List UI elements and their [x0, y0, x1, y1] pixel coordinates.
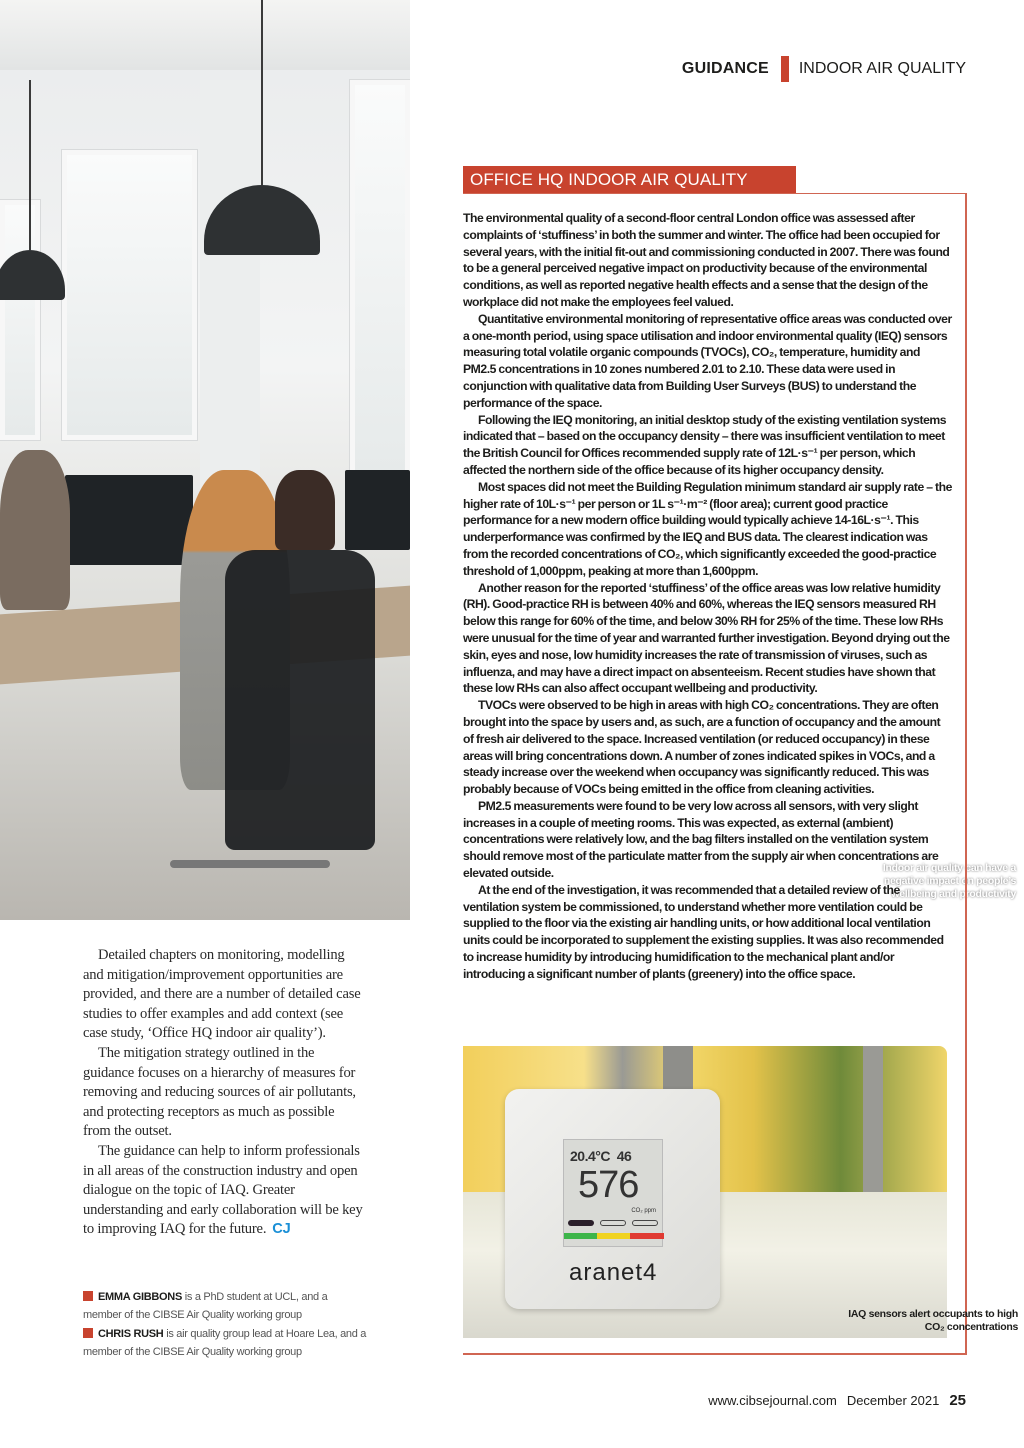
- chair-base: [170, 860, 330, 868]
- topic-label: INDOOR AIR QUALITY: [798, 60, 966, 77]
- window-frame: [863, 1046, 883, 1196]
- author-description: is air quality group lead at Hoare Lea, and a member of the CIBSE Air Quality working group: [83, 1328, 367, 1358]
- indicator-slot: [568, 1220, 594, 1226]
- indicator-slot: [632, 1220, 658, 1226]
- case-study-box-bottom-rule: [463, 1353, 967, 1355]
- office-chair: [225, 550, 375, 850]
- paragraph: Quantitative environmental monitoring of representative office areas was conducted over a one-month period, using space utilisation and indoor environmental quality (IEQ) sensors measuring total volatile organic compounds (TVOCs), CO₂, temperature, humidity and PM2.5 concentrations in 10 zones numbered 2.01 to 2.10. These data were used in conjunction with qualitative data from Building User Surveys (BUS) to understand the performance of the space.: [463, 311, 952, 410]
- journal-url: www.cibsejournal.com: [708, 1393, 837, 1408]
- paragraph: Most spaces did not meet the Building Regulation minimum standard air supply rate – the higher rate of 10L·s⁻¹ per person or 1L s⁻¹·m⁻² (floor area); current good practice performance for a new modern office building would typically achieve 14-16L·s⁻¹. This underperformance was confirmed by the IEQ and BUS data. The clearest indication was from the recorded concentrations of CO₂, which significantly exceeded the good-practice threshold of 1,000ppm, peaking at more than 1,600ppm.: [463, 479, 952, 578]
- co2-sensor-device: [505, 1089, 720, 1309]
- yellow-bar: [597, 1233, 630, 1239]
- window: [0, 200, 40, 440]
- monitor: [345, 470, 410, 550]
- indicator-slot: [600, 1220, 626, 1226]
- paragraph: [83, 1142, 363, 1240]
- person: [0, 450, 70, 610]
- brand-logo: aranet4: [569, 1259, 658, 1286]
- co2-unit: CO₂ ppm: [631, 1208, 656, 1214]
- paragraph: Following the IEQ monitoring, an initial desktop study of the existing ventilation systems indicated that – based on the occupancy density – there was insufficient ventilation to meet the British Council for Offices recommended supply rate of 12L·s⁻¹ per person, which affected the northern side of the office because of its higher occupancy density.: [463, 412, 947, 477]
- paragraph: The mitigation strategy outlined in the guidance focuses on a hierarchy of measures for removing and reducing sources of air pollutants, and protecting receptors as much as possible from the outset.: [83, 1044, 356, 1140]
- paragraph: Detailed chapters on monitoring, modelling and mitigation/improvement opportunities are provided, and there are a number of detailed case studies to offer examples and add context (see case study, ‘Office HQ indoor air quality’).: [83, 947, 361, 1042]
- humidity-reading: 46: [616, 1148, 632, 1164]
- paragraph: The environmental quality of a second-floor central London office was assessed after complaints of ‘stuffiness’ in both the summer and winter. The office had been occupied for several years, with the initial fit-out and commissioning conducted in 2007. There was found to be a general perceived negative impact on productivity because of the environmental conditions, as well as reported negative health effects and a sense that the design of the workplace did not make the employees feel valued.: [463, 211, 950, 309]
- bullet-square: [83, 1291, 93, 1301]
- author-bio: [83, 1288, 368, 1324]
- co2-reading: 576: [578, 1164, 639, 1206]
- temperature-reading: 20.4°C: [570, 1148, 610, 1164]
- monitor: [65, 475, 193, 565]
- person: [275, 470, 335, 550]
- device-screen: [563, 1139, 663, 1247]
- green-bar: [564, 1233, 597, 1239]
- author-name: EMMA GIBBONS: [98, 1291, 182, 1303]
- author-description: is a PhD student at UCL, and a member of the CIBSE Air Quality working group: [83, 1291, 328, 1321]
- issue-date: December 2021: [846, 1393, 940, 1408]
- sensor-photo-caption: IAQ sensors alert occupants to high CO₂ concentrations: [848, 1308, 1018, 1333]
- bullet-square: [83, 1328, 93, 1338]
- ceiling: [0, 0, 410, 70]
- page-footer: [708, 1392, 966, 1409]
- header-divider: [781, 56, 789, 82]
- author-bio: [83, 1325, 368, 1361]
- case-study-title: OFFICE HQ INDOOR AIR QUALITY: [463, 166, 796, 193]
- paragraph: Another reason for the reported ‘stuffiness’ of the office areas was low relative humidity (RH). Good-practice RH is between 40% and 60%, whereas the IEQ sensors measured RH below this range for 60% of the time, and below 30% RH for 25% of the time. These low RHs were unusual for the time of year and warranted further investigation. Beyond drying out the skin, eyes and nose, low humidity increases the rate of transmission of viruses, such as influenza, and may have a direct impact on absenteeism. Recent studies have shown that these low RHs can also affect occupant wellbeing and productivity.: [463, 580, 950, 696]
- author-name: CHRIS RUSH: [98, 1328, 164, 1340]
- window: [62, 150, 197, 440]
- running-header: [682, 56, 966, 82]
- page-number: 25: [949, 1392, 966, 1409]
- paragraph: TVOCs were observed to be high in areas with high CO₂ concentrations. They are often brought into the space by users and, as such, are a function of occupancy and the amount of fresh air delivered to the space. Increased ventilation (or reduced occupancy) in these areas will bring concentrations down. A number of zones indicated spikes in VOCs, and a steady increase over the weekend when occupancy was significantly reduced. This was probably because of VOCs being emitted in the office from cleaning activities.: [463, 698, 941, 797]
- window: [350, 80, 410, 480]
- sensor-photo: [463, 1046, 947, 1338]
- red-bar: [630, 1233, 664, 1239]
- office-photo-caption: Indoor air quality can have a negative impact on people’s wellbeing and productivity: [882, 862, 1016, 900]
- office-photo: [0, 0, 410, 920]
- end-mark: CJ: [272, 1221, 291, 1238]
- article-body: [83, 946, 363, 1240]
- paragraph: At the end of the investigation, it was recommended that a detailed review of the ventilation system be commissioned, to understand whether more ventilation could be supplied to the floor via the existing air handling units, or how additional local ventilation units could be incorporated to supplement the existing supplies. It was also recommended to increase humidity by introducing humidification to the mechanical plant and/or introducing a significant number of plants (greenery) into the office space.: [463, 882, 944, 981]
- section-label: GUIDANCE: [681, 60, 769, 77]
- case-study-body: [463, 210, 953, 983]
- paragraph: PM2.5 measurements were found to be very low across all sensors, with very slight increases in a couple of meeting rooms. This was expected, as external (ambient) concentrations were relatively low, and the bag filters installed on the ventilation system should remove most of the particulate matter from the supply air when concentrations are elevated outside.: [463, 798, 939, 881]
- paragraph-text: The guidance can help to inform professionals in all areas of the construction industry and open dialogue on the topic of IAQ. Greater understanding and early collaboration will be key to improving IAQ for the future.: [83, 1142, 363, 1238]
